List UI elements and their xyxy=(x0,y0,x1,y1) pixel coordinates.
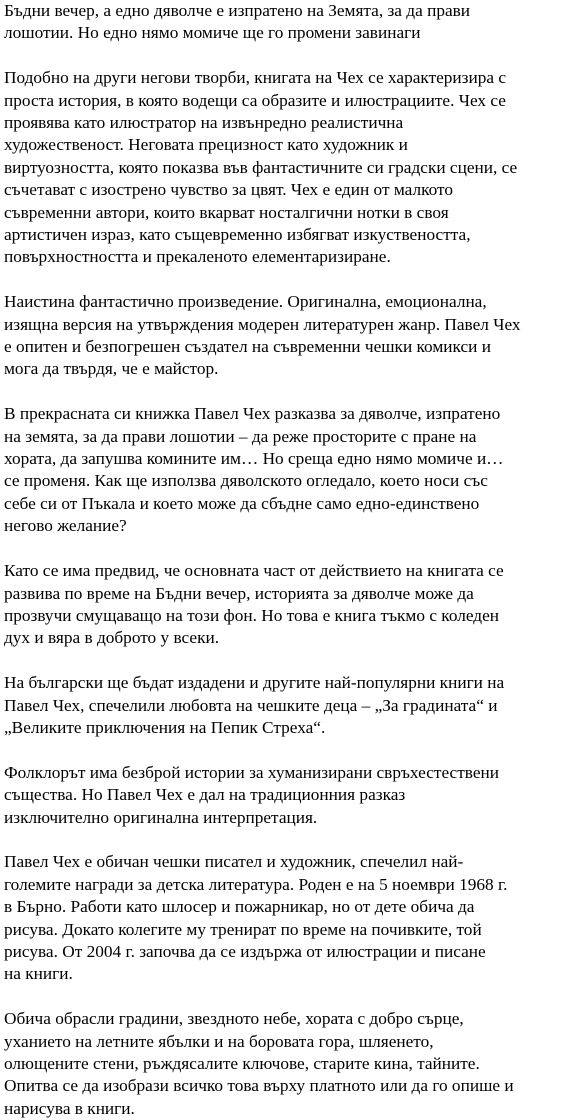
paragraph-praise: Наистина фантастично произведение. Оригинална, емоционална, изящна версия на утвърждения модерен литературен жанр. Павел Чех е опитен и безпогрешен създател на съвременни чешки комикси и мога да твърдя, че е майстор. xyxy=(4,292,521,379)
paragraph-biography: Павел Чех е обичан чешки писател и художник, спечелил най- големите награди за детска литература. Роден е на 5 ноември 1968 г. в Бърно. Работи като шлосер и пожарникар, но от дете обича да рисува. Докато колегите му тренират по време на почивките, той рисува. От 2004 г. започва да се издържа от илюстрации и писане на книги. xyxy=(4,852,508,984)
paragraph-christmas: Като се има предвид, че основната част от действието на книгата се развива по време на Бъдни вечер, историята за дяволче може да прозвучи смущаващо на този фон. Но това е книга тъкмо с коледен дух и вяра в доброто у всеки. xyxy=(4,561,504,648)
paragraph-other-books: На български ще бъдат издадени и другите най-популярни книги на Павел Чех, спечелили любовта на чешките деца – „За градината“ и „Великите приключения на Пепик Стреха“. xyxy=(4,673,505,737)
paragraph-plot: В прекрасната си книжка Павел Чех разказва за дяволче, изпратено на земята, за да прави лошотии – да реже просторите с пране на хората, да запушва комините им… Но среща едно нямо момиче и… се променя. Как ще използва дяволското огледало, което носи със себе си от Пъкала и което може да сбъдне само едно-единствено негово желание? xyxy=(4,404,504,536)
paragraph-intro: Бъдни вечер, а едно дяволче е изпратено на Земята, за да прави лошотии. Но едно нямо момиче ще го промени завинаги xyxy=(4,1,471,43)
paragraph-style: Подобно на други негови творби, книгата на Чех се характеризира с проста история, в която водещи са образите и илюстрациите. Чех се проявява като илюстратор на извънредно реалистична художественост. Неговата прецизност като художник и виртуозността, която показва във фантастичните си градски сцени, се съчетават с изострено чувство за цвят. Чех е един от малкото съвременни автори, които вкарват носталгични нотки в своя артистичен израз, като същевременно избягват изкуствеността, повърхностността и прекаленото елементаризиране. xyxy=(4,68,518,267)
paragraph-loves: Обича обрасли градини, звездното небе, хората с добро сърце, уханието на летните ябълки и на боровата гора, шляенето, олющените стени, ръждясалите ключове, старите кина, тайните. Опитва се да изобрази всичко това върху платното или да го опише и нарисува в книги. xyxy=(4,1009,514,1118)
paragraph-folklore: Фолклорът има безброй истории за хуманизирани свръхестествени същества. Но Павел Чех е дал на традиционния разказ изключително оригинална интерпретация. xyxy=(4,762,499,827)
